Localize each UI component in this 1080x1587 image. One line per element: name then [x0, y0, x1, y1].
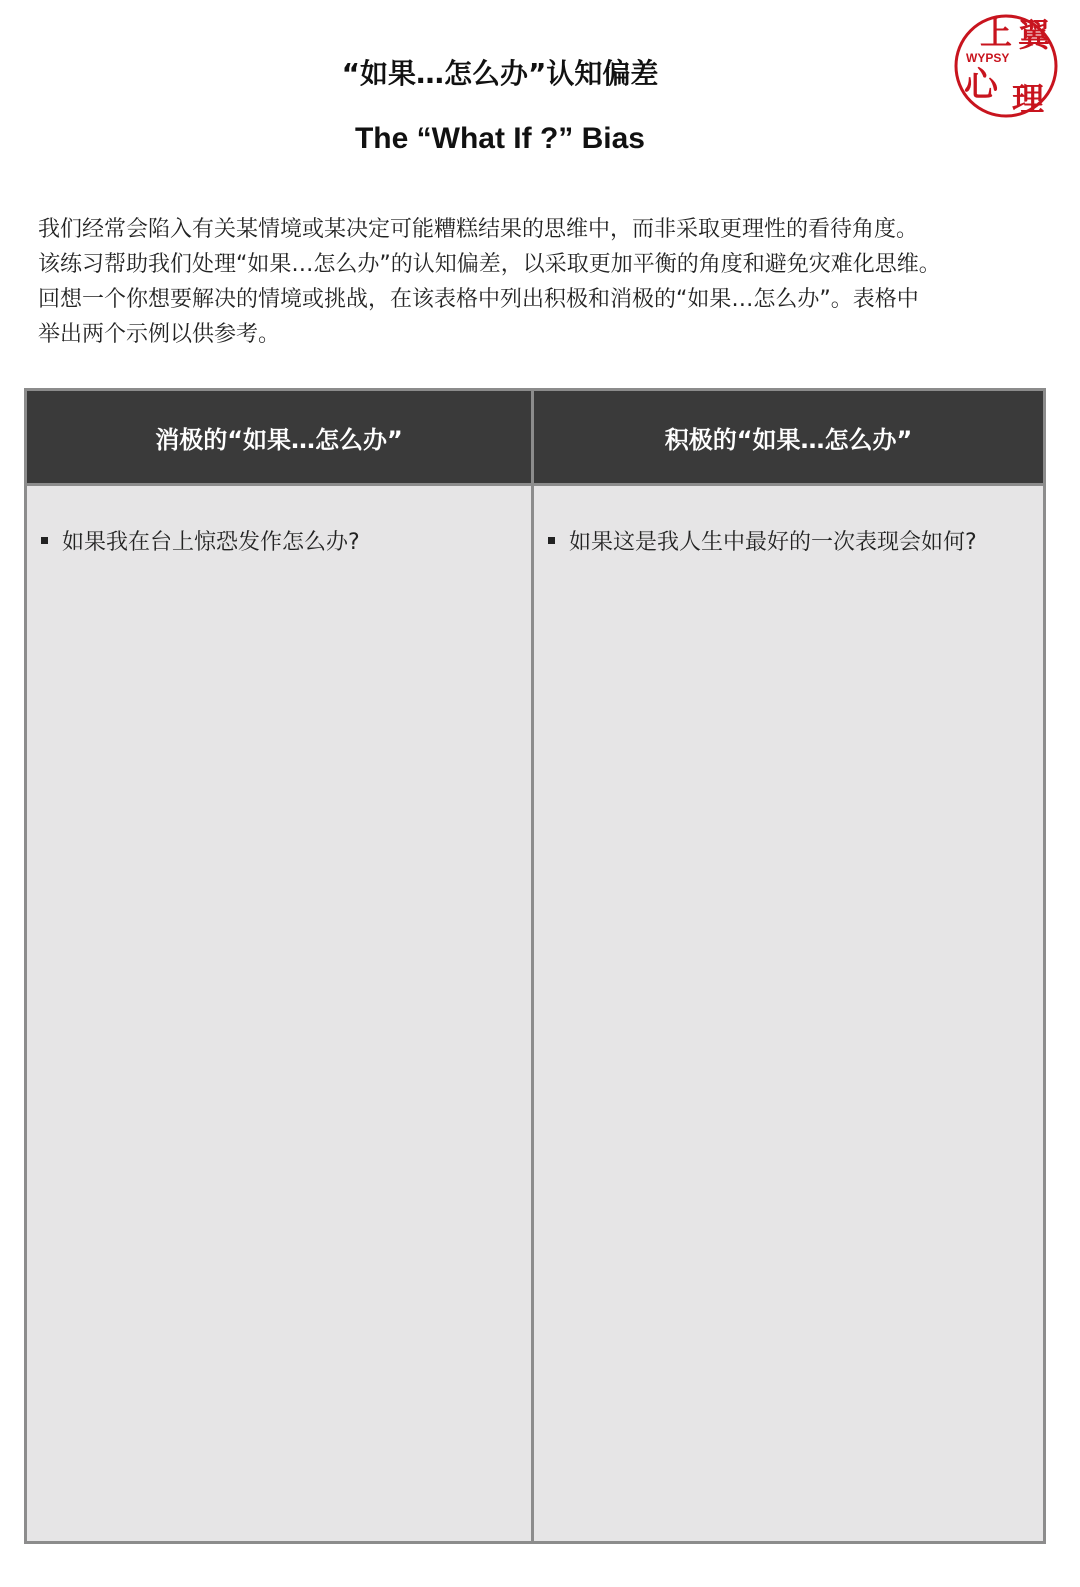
positive-column [534, 391, 1043, 1541]
what-if-table [24, 388, 1046, 1544]
negative-column [27, 391, 534, 1541]
logo-seal-icon [948, 4, 1070, 126]
negative-example-text: 如果我在台上惊恐发作怎么办? [62, 530, 360, 555]
positive-example-item [548, 525, 977, 556]
intro-line: 我们经常会陷入有关某情境或某决定可能糟糕结果的思维中，而非采取更理性的看待角度。 [38, 217, 919, 242]
intro-line: 该练习帮助我们处理“如果…怎么办”的认知偏差，以采取更加平衡的角度和避免灾难化思维。 [38, 252, 941, 277]
negative-example-item [41, 525, 360, 556]
positive-example-text: 如果这是我人生中最好的一次表现会如何? [569, 530, 977, 555]
logo-char-1: 上 [980, 14, 1013, 52]
logo-char-3: 翼 [1018, 16, 1051, 54]
intro-paragraph [38, 212, 1018, 352]
wypsy-logo [948, 4, 1070, 126]
positive-column-header: 积极的“如果…怎么办” [534, 391, 1043, 486]
negative-column-header: 消极的“如果…怎么办” [27, 391, 531, 486]
logo-char-2: 心 [964, 65, 998, 105]
bullet-icon [41, 537, 48, 544]
intro-line: 举出两个示例以供参考。 [38, 322, 281, 347]
logo-char-4: 理 [1012, 80, 1045, 118]
bullet-icon [548, 537, 555, 544]
page-title-chinese: “如果…怎么办”认知偏差 [341, 57, 659, 90]
logo-wordmark: WYPSY [966, 51, 1010, 65]
page-title-english: The “What If ?” Bias [354, 122, 645, 155]
intro-line: 回想一个你想要解决的情境或挑战，在该表格中列出积极和消极的“如果…怎么办”。表格中 [38, 287, 919, 312]
